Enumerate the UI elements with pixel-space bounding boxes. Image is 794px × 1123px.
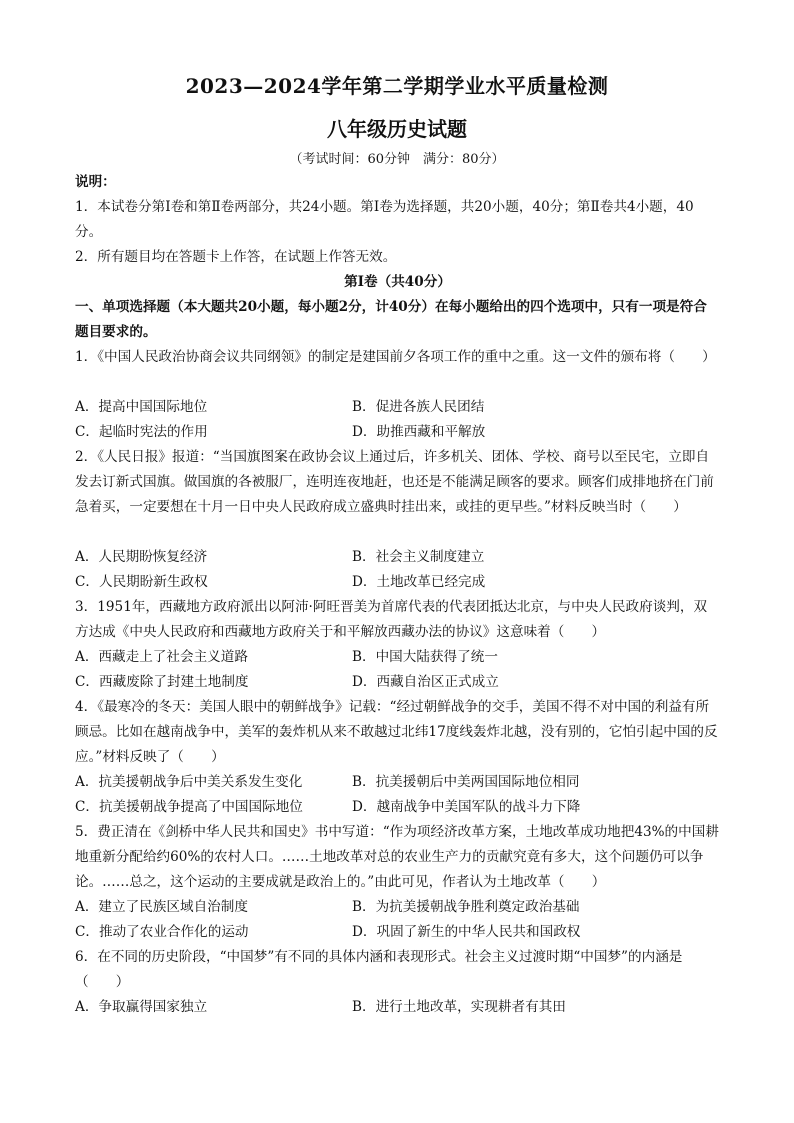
instructions: [75, 170, 720, 270]
section-heading: 一、单项选择题（本大题共20小题，每小题2分，计40分）在每小题给出的四个选项中，只有一项是符合题目要求的。: [75, 299, 707, 340]
option-a: A．争取赢得国家独立: [75, 999, 208, 1015]
instructions-label: 说明：: [75, 174, 116, 190]
question-1-options: [75, 395, 720, 445]
question-4-stem: 4．《最寒冷的冬天：美国人眼中的朝鲜战争》记载：“经过朝鲜战争的交手，美国不得不对中国的利益有所顾忌。比如在越南战争中，美军的轰炸机从来不敢越过北纬17度线轰炸北越，没有别的，它怕引起中国的反应。”材料反映了（ ）: [75, 699, 718, 765]
option-b: B．社会主义制度建立: [352, 549, 485, 565]
option-b: B．促进各族人民团结: [352, 399, 485, 415]
question-3-stem: 3．1951年，西藏地方政府派出以阿沛·阿旺晋美为首席代表的代表团抵达北京，与中央人民政府谈判，双方达成《中央人民政府和西藏地方政府关于和平解放西藏办法的协议》这意味着（ ）: [75, 599, 708, 640]
question-2-stem: 2．《人民日报》报道：“当国旗图案在政协会议上通过后，许多机关、团体、学校、商号以至民宅，立即自发去订新式国旗。做国旗的各被服厂，连明连夜地赶，也还是不能满足顾客的要求。顾客们成排地挤在门前急着买，一定要想在十月一日中央人民政府成立盛典时挂出来，或挂的更早些。”材料反映当时（ ）: [75, 449, 714, 515]
option-a: A．人民期盼恢复经济: [75, 549, 208, 565]
option-d: D．西藏自治区正式成立: [352, 674, 499, 690]
option-d: D．土地改革已经完成: [352, 574, 486, 590]
option-c: C．西藏废除了封建土地制度: [75, 674, 249, 690]
instruction-item: 2．所有题目均在答题卡上作答，在试题上作答无效。: [75, 249, 397, 265]
exam-info: （考试时间：60分钟 满分：80分）: [289, 152, 505, 167]
question-5-options: [75, 895, 720, 945]
option-b: B．中国大陆获得了统一: [352, 649, 498, 665]
section-title: 第Ⅰ卷（共40分）: [344, 274, 451, 290]
option-c: C．起临时宪法的作用: [75, 424, 208, 440]
option-d: D．助推西藏和平解放: [352, 424, 486, 440]
option-c: C．抗美援朝战争提高了中国国际地位: [75, 799, 303, 815]
question-4-options: [75, 770, 720, 820]
question-5-stem: 5．费正清在《剑桥中华人民共和国史》书中写道：“作为项经济改革方案，土地改革成功地把43%的中国耕地重新分配给约60%的农村人口。……土地改革对总的农业生产力的贡献究竟有多大，这个问题仍可以争论。……总之，这个运动的主要成就是政治上的。”由此可见，作者认为土地改革（ ）: [75, 824, 719, 890]
option-b: B．进行土地改革，实现耕者有其田: [352, 999, 566, 1015]
option-a: A．抗美援朝战争后中美关系发生变化: [75, 774, 303, 790]
option-a: A．西藏走上了社会主义道路: [75, 649, 248, 665]
option-c: C．人民期盼新生政权: [75, 574, 208, 590]
question-1-stem: 1．《中国人民政治协商会议共同纲领》的制定是建国前夕各项工作的重中之重。这一文件的颁布将（ ）: [75, 349, 716, 365]
question-2-options: [75, 545, 720, 595]
option-a: A．提高中国国际地位: [75, 399, 208, 415]
exam-title: 2023—2024学年第二学期学业水平质量检测: [185, 74, 609, 98]
option-d: D．越南战争中美国军队的战斗力下降: [352, 799, 581, 815]
option-b: B．抗美援朝后中美两国国际地位相同: [352, 774, 580, 790]
instruction-item: 1．本试卷分第Ⅰ卷和第Ⅱ卷两部分，共24小题。第Ⅰ卷为选择题，共20小题，40分；第Ⅱ卷共4小题，40分。: [75, 199, 694, 240]
question-3-options: [75, 645, 720, 695]
question-6-options: [75, 995, 720, 1020]
option-d: D．巩固了新生的中华人民共和国政权: [352, 924, 581, 940]
option-a: A．建立了民族区域自治制度: [75, 899, 248, 915]
question-6-stem: 6．在不同的历史阶段，“中国梦”有不同的具体内涵和表现形式。社会主义过渡时期“中国梦”的内涵是（ ）: [75, 949, 683, 990]
option-c: C．推动了农业合作化的运动: [75, 924, 249, 940]
option-b: B．为抗美援朝战争胜利奠定政治基础: [352, 899, 580, 915]
exam-subtitle: 八年级历史试题: [327, 117, 467, 141]
